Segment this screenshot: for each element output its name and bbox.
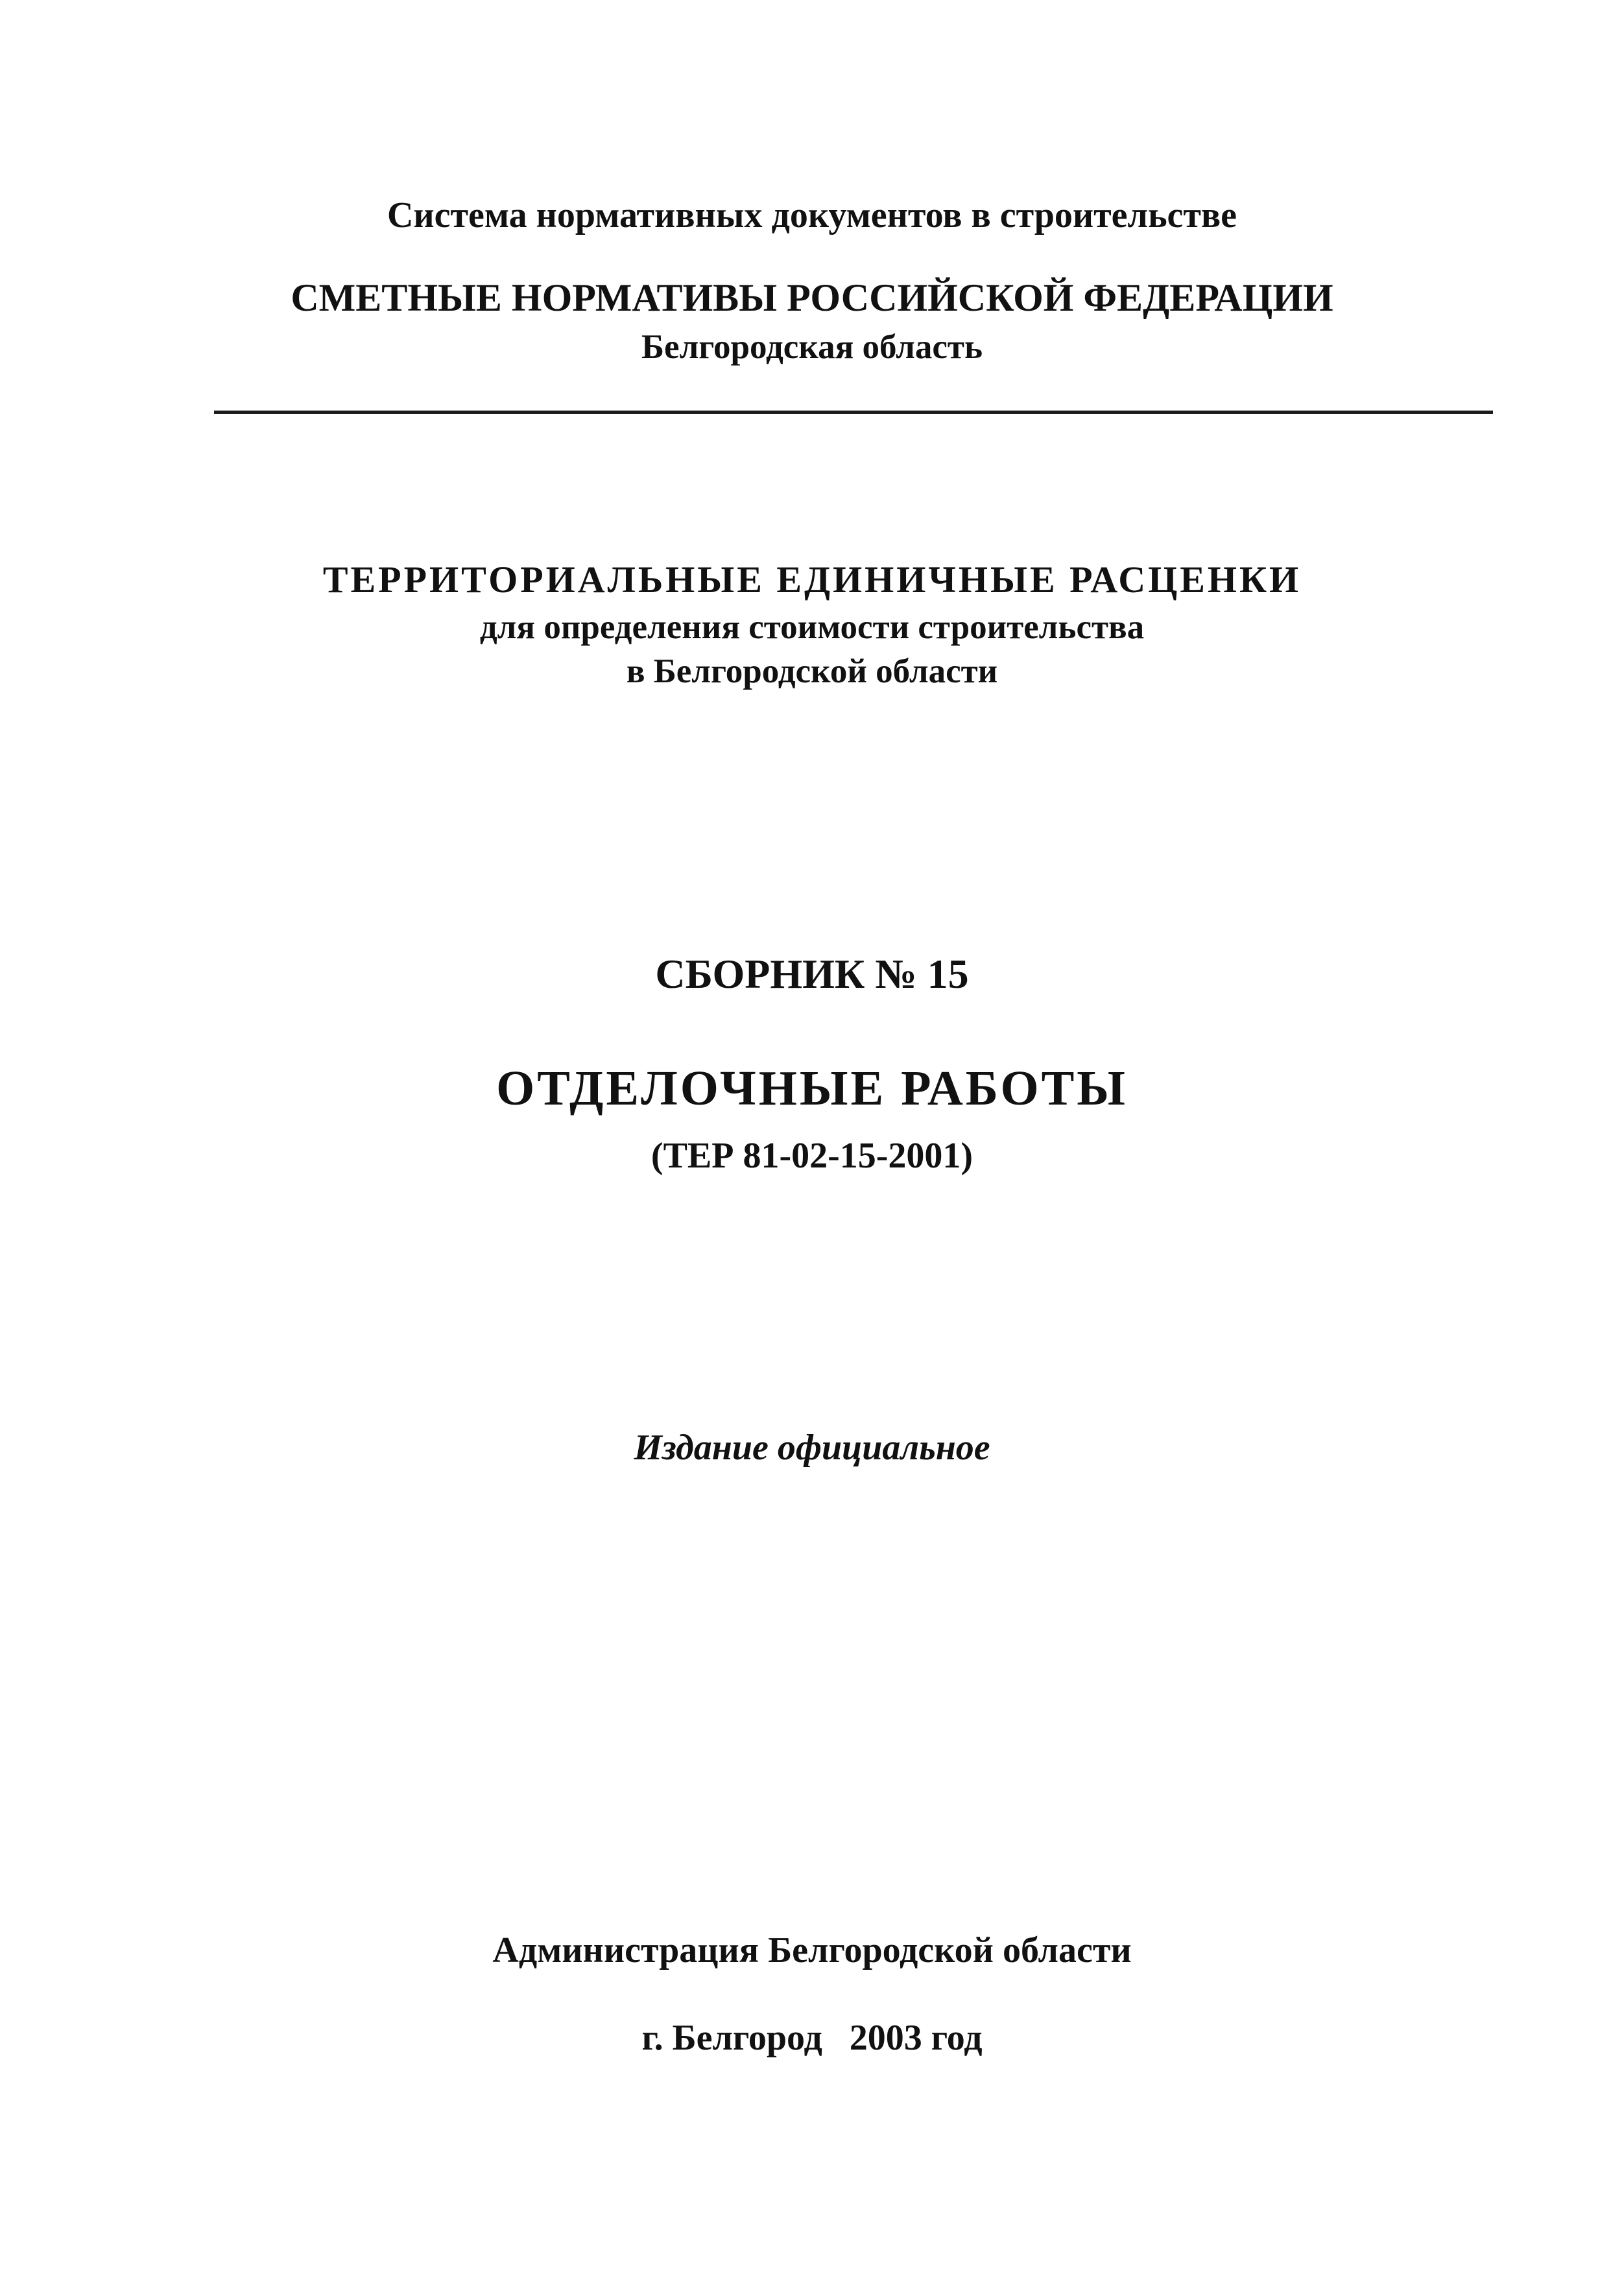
- edition-label: Издание официальное: [634, 1428, 990, 1468]
- main-title: ТЕРРИТОРИАЛЬНЫЕ ЕДИНИЧНЫЕ РАСЦЕНКИ: [322, 558, 1302, 601]
- collection-name: ОТДЕЛОЧНЫЕ РАБОТЫ: [496, 1061, 1128, 1116]
- standards-line: СМЕТНЫЕ НОРМАТИВЫ РОССИЙСКОЙ ФЕДЕРАЦИИ: [291, 276, 1333, 319]
- system-line: Система нормативных документов в строительстве: [387, 195, 1237, 235]
- collection-code: (ТЕР 81-02-15-2001): [651, 1136, 973, 1176]
- place-year: г. Белгород 2003 год: [641, 2018, 983, 2058]
- subtitle-1: для определения стоимости строительства: [479, 608, 1145, 646]
- header-divider: [214, 411, 1493, 414]
- publisher: Администрация Белгородской области: [492, 1930, 1132, 1970]
- region-line: Белгородская область: [641, 328, 983, 366]
- subtitle-2: в Белгородской области: [626, 652, 998, 690]
- collection-number: СБОРНИК № 15: [655, 951, 969, 997]
